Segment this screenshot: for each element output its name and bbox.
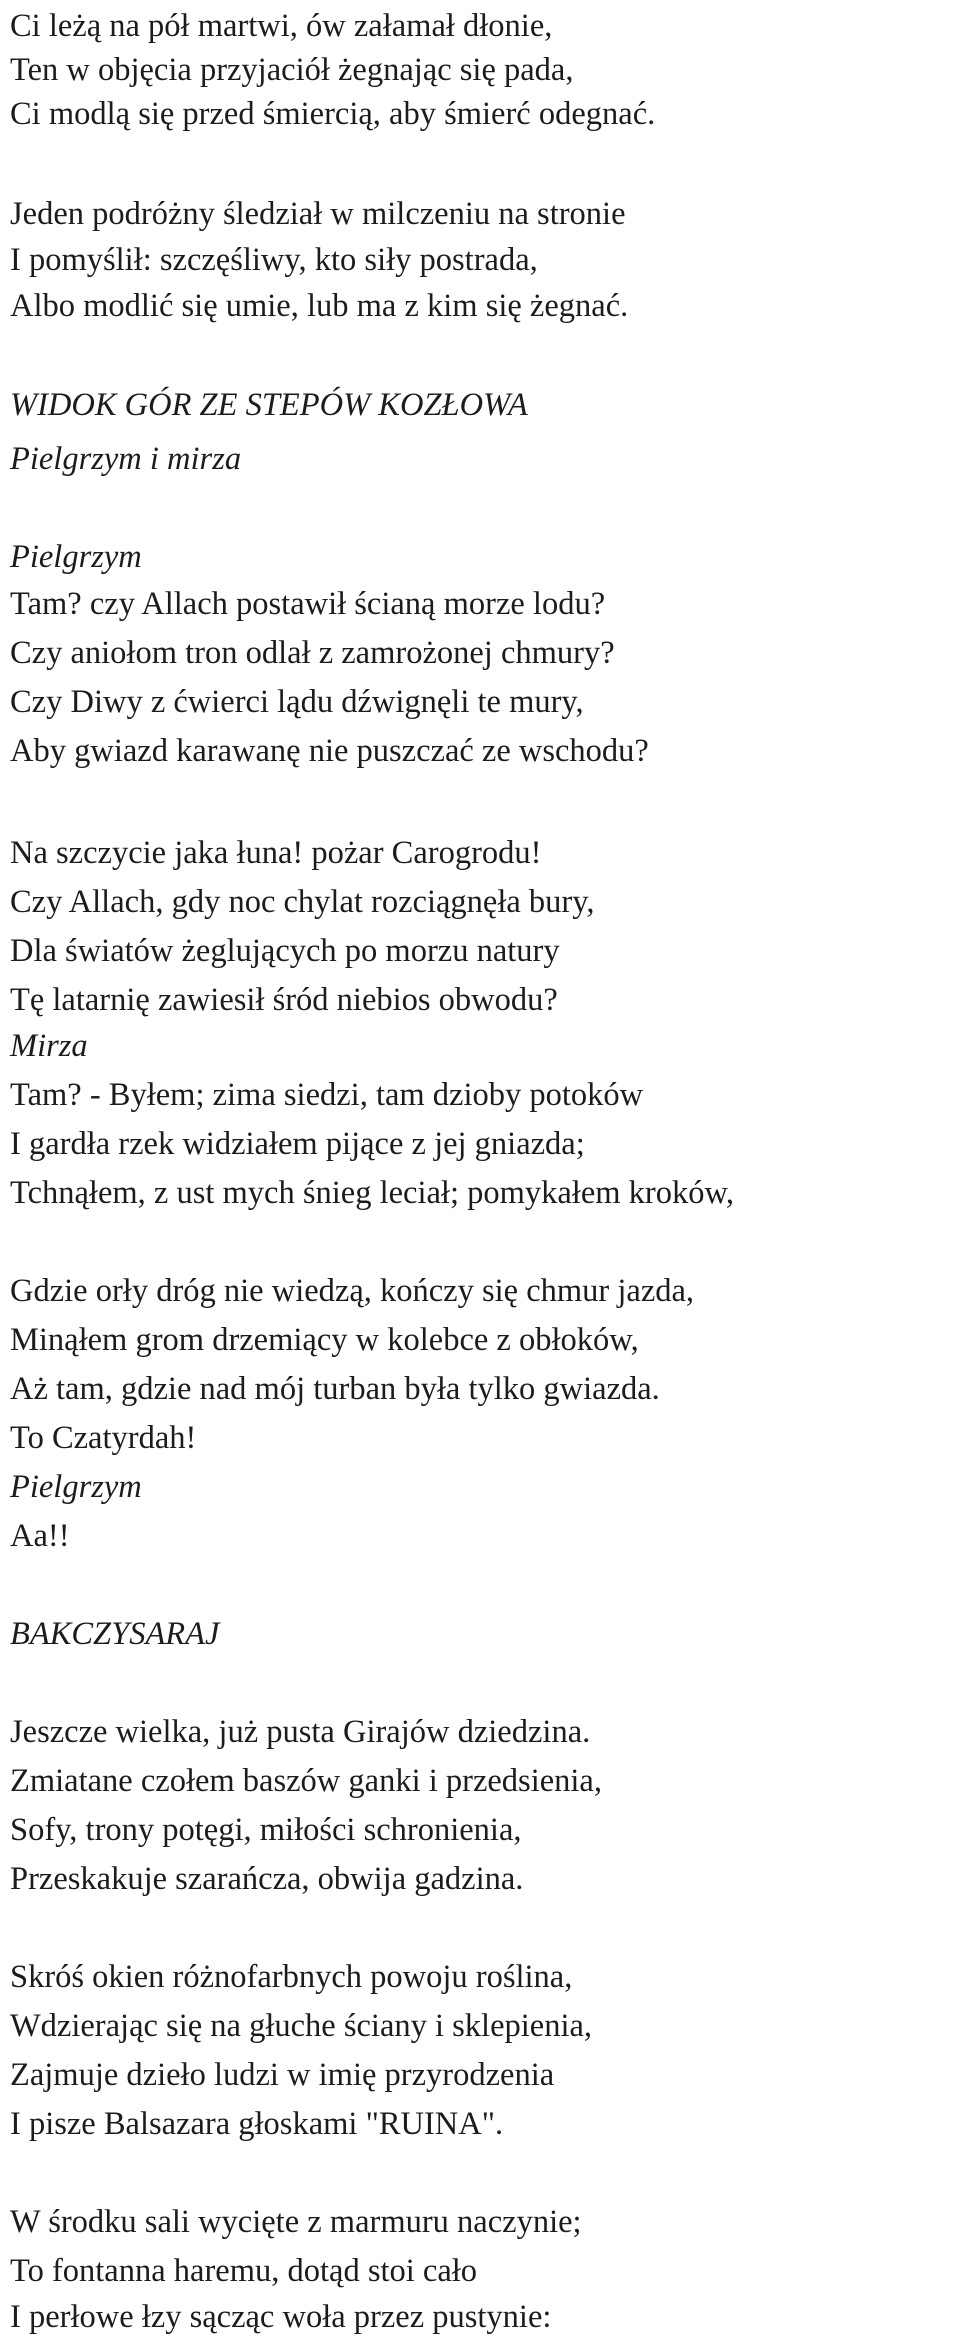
speaker-pilgrim-2: Pielgrzym (10, 1469, 142, 1505)
mirza-line-5: Minąłem grom drzemiący w kolebce z obłoków, (10, 1322, 639, 1358)
pilgrim-line-3: Czy Diwy z ćwierci lądu dźwignęli te mury, (10, 684, 584, 720)
poem-2-stanza-2-line-4: I pisze Balsazara głoskami "RUINA". (10, 2106, 504, 2142)
mirza-line-7: To Czatyrdah! (10, 1420, 197, 1456)
intro-stanza-2-line-2: I pomyślił: szczęśliwy, kto siły postrada, (10, 242, 538, 278)
poem-2-stanza-2-line-2: Wdzierając się na głuche ściany i sklepienia, (10, 2008, 593, 2044)
poem-2-stanza-3-line-2: To fontanna haremu, dotąd stoi cało (10, 2253, 478, 2289)
pilgrim-line-4: Aby gwiazd karawanę nie puszczać ze wschodu? (10, 733, 649, 769)
intro-stanza-1-line-1: Ci leżą na pół martwi, ów załamał dłonie, (10, 8, 553, 44)
poem-2-stanza-1-line-3: Sofy, trony potęgi, miłości schronienia, (10, 1812, 522, 1848)
pilgrim-line-2: Czy aniołom tron odlał z zamrożonej chmury? (10, 635, 615, 671)
mirza-line-6: Aż tam, gdzie nad mój turban była tylko gwiazda. (10, 1371, 660, 1407)
poem-2-stanza-1-line-2: Zmiatane czołem baszów ganki i przedsienia, (10, 1763, 602, 1799)
pilgrim-line-6: Czy Allach, gdy noc chylat rozciągnęła bury, (10, 884, 595, 920)
mirza-line-2: I gardła rzek widziałem pijące z jej gniazda; (10, 1126, 585, 1162)
intro-stanza-1-line-3: Ci modlą się przed śmiercią, aby śmierć odegnać. (10, 96, 656, 132)
intro-stanza-2-line-3: Albo modlić się umie, lub ma z kim się żegnać. (10, 288, 629, 324)
pilgrim-line-5: Na szczycie jaka łuna! pożar Carogrodu! (10, 835, 542, 871)
mirza-line-1: Tam? - Byłem; zima siedzi, tam dzioby potoków (10, 1077, 644, 1113)
poem-2-stanza-2-line-1: Skróś okien różnofarbnych powoju roślina, (10, 1959, 573, 1995)
poem-2-stanza-1-line-1: Jeszcze wielka, już pusta Girajów dziedzina. (10, 1714, 591, 1750)
mirza-line-3: Tchnąłem, z ust mych śnieg leciał; pomykałem kroków, (10, 1175, 734, 1211)
poem-2-title: BAKCZYSARAJ (10, 1616, 220, 1652)
poem-2-stanza-1-line-4: Przeskakuje szarańcza, obwija gadzina. (10, 1861, 524, 1897)
poem-1-title: WIDOK GÓR ZE STEPÓW KOZŁOWA (10, 387, 528, 423)
pilgrim-reply: Aa!! (10, 1518, 70, 1554)
pilgrim-line-8: Tę latarnię zawiesił śród niebios obwodu? (10, 982, 558, 1018)
speaker-mirza: Mirza (10, 1028, 88, 1064)
poem-2-stanza-2-line-3: Zajmuje dzieło ludzi w imię przyrodzenia (10, 2057, 555, 2093)
pilgrim-line-7: Dla światów żeglujących po morzu natury (10, 933, 560, 969)
poem-2-stanza-3-line-1: W środku sali wycięte z marmuru naczynie; (10, 2204, 582, 2240)
speaker-pilgrim: Pielgrzym (10, 539, 142, 575)
pilgrim-line-1: Tam? czy Allach postawił ścianą morze lodu? (10, 586, 606, 622)
poem-1-subtitle: Pielgrzym i mirza (10, 441, 242, 477)
intro-stanza-2-line-1: Jeden podróżny śledział w milczeniu na stronie (10, 196, 626, 232)
poem-2-stanza-3-line-3: I perłowe łzy sącząc woła przez pustynie: (10, 2299, 552, 2335)
mirza-line-4: Gdzie orły dróg nie wiedzą, kończy się chmur jazda, (10, 1273, 695, 1309)
intro-stanza-1-line-2: Ten w objęcia przyjaciół żegnając się pada, (10, 52, 574, 88)
